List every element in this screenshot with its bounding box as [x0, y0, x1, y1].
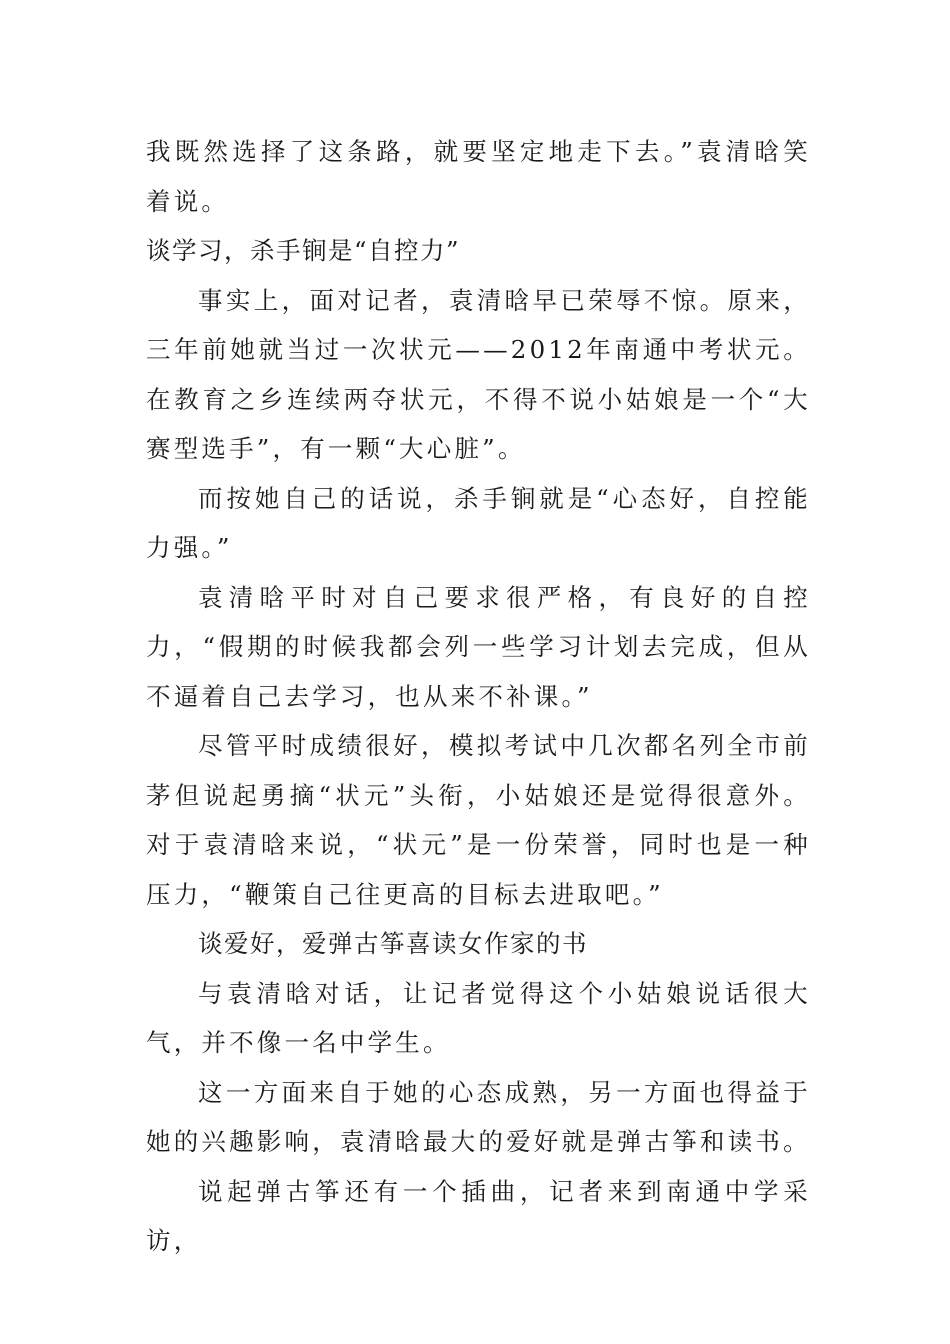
- paragraph-conversation: 与袁清晗对话，让记者觉得这个小姑娘说话很大气，并不像一名中学生。: [146, 978, 811, 1057]
- section-heading-study: 谈学习，杀手锏是“自控力”: [146, 236, 461, 265]
- paragraph-guzheng-episode: 说起弹古筝还有一个插曲，记者来到南通中学采访，: [146, 1176, 811, 1255]
- paragraph-honor-pressure: 尽管平时成绩很好，模拟考试中几次都名列全市前茅但说起勇摘“状元”头衔，小姑娘还是觉得很意外。对于袁清晗来说，“状元”是一份荣誉，同时也是一种压力，“鞭策自己往更高的目标去进取吧。”: [146, 731, 811, 909]
- paragraph-zhuangyuan-history: 事实上，面对记者，袁清晗早已荣辱不惊。原来，三年前她就当过一次状元——2012年南通中考状元。在教育之乡连续两夺状元，不得不说小姑娘是一个“大赛型选手”，有一颗“大心脏”。: [146, 285, 811, 463]
- paragraph-interests: 这一方面来自于她的心态成熟，另一方面也得益于她的兴趣影响，袁清晗最大的爱好就是弹古筝和读书。: [146, 1077, 811, 1156]
- paragraph-self-control-quote: 而按她自己的话说，杀手锏就是“心态好，自控能力强。”: [146, 483, 811, 562]
- section-heading-hobbies: 谈爱好，爱弹古筝喜读女作家的书: [198, 929, 588, 958]
- paragraph-study-plan: 袁清晗平时对自己要求很严格，有良好的自控力，“假期的时候我都会列一些学习计划去完成，但从不逼着自己去学习，也从来不补课。”: [146, 582, 811, 711]
- paragraph-continuation: 我既然选择了这条路，就要坚定地走下去。”袁清晗笑着说。: [146, 137, 811, 216]
- article-body: [146, 127, 811, 1266]
